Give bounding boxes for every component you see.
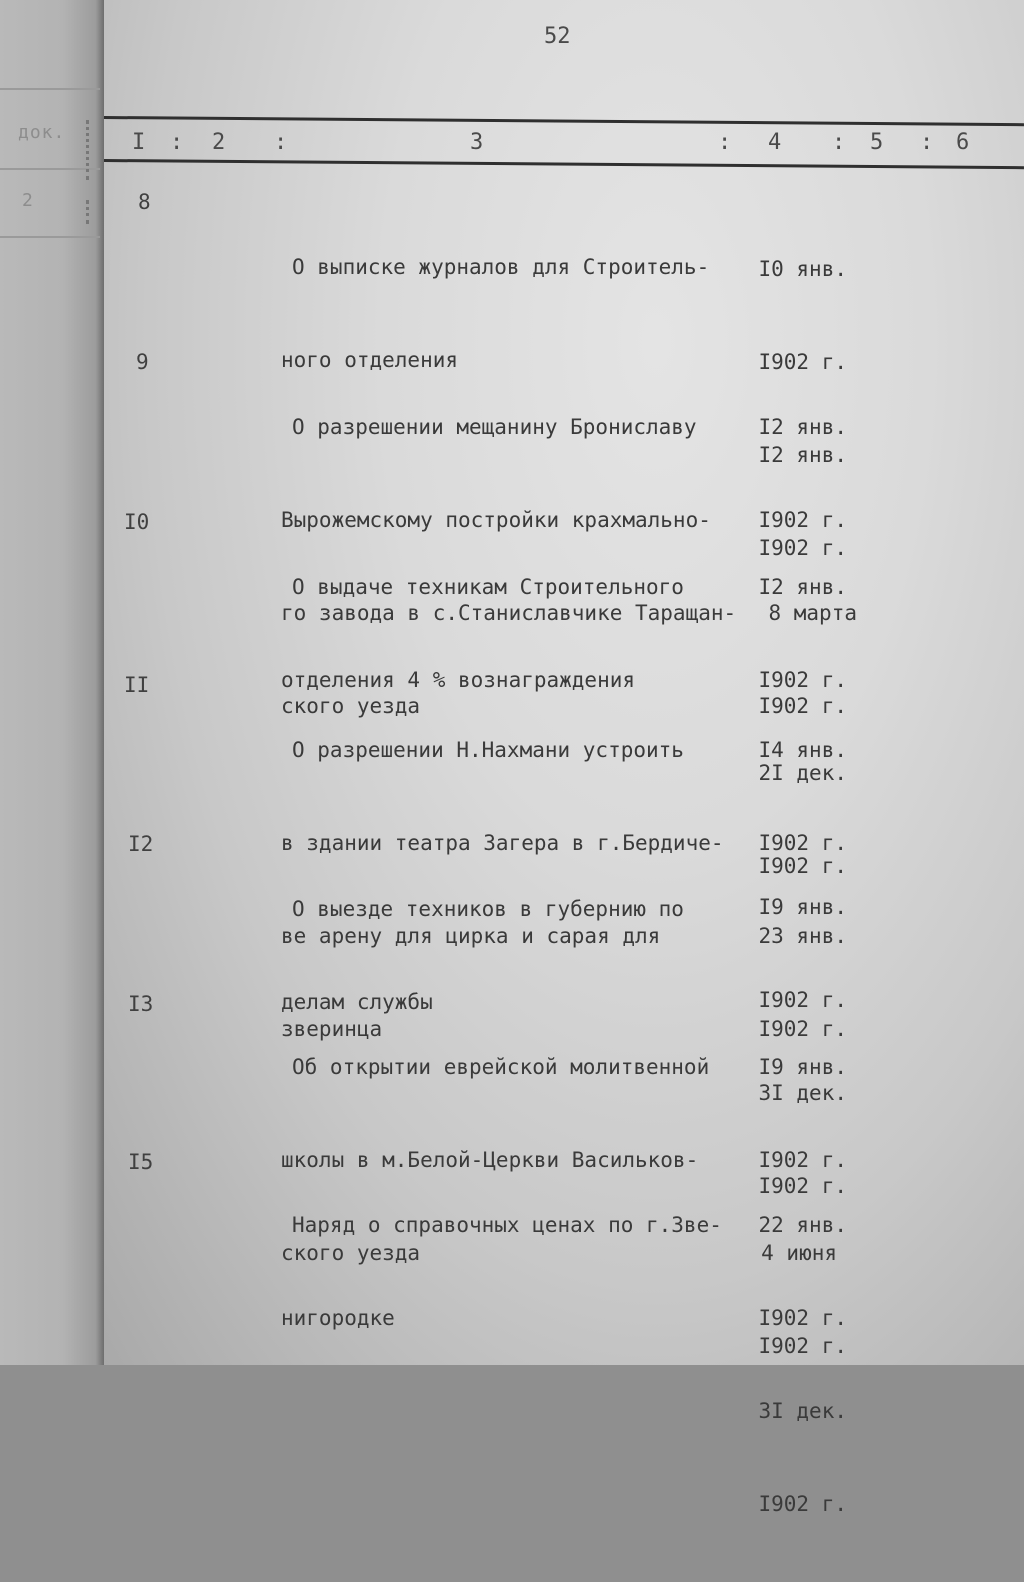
- adjacent-page-column-separator: [86, 120, 92, 180]
- date-start-year: I902 г.: [758, 668, 847, 692]
- page-number: 52: [544, 24, 571, 49]
- row-title-line: делам службы: [281, 990, 433, 1014]
- date-start-year: I902 г.: [758, 1148, 847, 1172]
- date-start-year: I902 г.: [758, 1306, 847, 1330]
- row-title-line: Об открытии еврейской молитвенной: [292, 1055, 710, 1079]
- header-bottom-rule: [104, 159, 1024, 169]
- column-separator: :: [274, 130, 288, 155]
- date-end: 23 янв.: [758, 924, 847, 948]
- row-title-line: зверинца: [281, 1017, 383, 1041]
- date-start-year: I902 г.: [758, 831, 847, 855]
- column-separator: :: [718, 130, 732, 155]
- row-number: I3: [128, 992, 154, 1016]
- adjacent-page-edge: [0, 0, 104, 1365]
- date-end: 8 марта: [768, 601, 857, 625]
- date-start: 22 янв.: [758, 1213, 847, 1237]
- column-header-6: 6: [956, 130, 970, 155]
- adjacent-page-column-separator: [86, 200, 92, 224]
- row-title-line: О выезде техников в губернию по: [292, 897, 684, 921]
- date-start: I2 янв.: [758, 415, 847, 439]
- date-end-year: I902 г.: [758, 536, 847, 560]
- date-start: I9 янв.: [758, 895, 847, 919]
- date-end-year: I902 г.: [758, 854, 847, 878]
- row-title-line: отделения 4 % вознаграждения: [281, 668, 636, 692]
- row-title-line: О выписке журналов для Строитель-: [292, 255, 710, 279]
- row-title-line: Вырожемскому постройки крахмально-: [281, 508, 711, 532]
- row-title-line: ского уезда: [281, 694, 421, 718]
- row-number: 8: [138, 190, 151, 214]
- row-number: 9: [136, 350, 149, 374]
- row-title-line: О разрешении Н.Нахмани устроить: [292, 738, 684, 762]
- row-title-line: ского уезда: [281, 1241, 421, 1265]
- row-title-line: школы в м.Белой-Церкви Васильков-: [281, 1148, 699, 1172]
- date-start: I9 янв.: [758, 1055, 847, 1079]
- date-start-year: I902 г.: [758, 988, 847, 1012]
- row-title-line: ного отделения: [281, 348, 459, 372]
- row-title-line: нигородке: [281, 1306, 395, 1330]
- adjacent-page-rule: [0, 236, 100, 238]
- date-end: I2 янв.: [758, 443, 847, 467]
- row-number: I0: [124, 510, 150, 534]
- date-end-year: I902 г.: [758, 1174, 847, 1198]
- column-header-1: I: [132, 130, 146, 155]
- adjacent-page-text-fragment: док.: [18, 122, 66, 143]
- date-end: 3I дек.: [758, 1081, 847, 1105]
- row-title-line: ве арену для цирка и сарая для: [281, 924, 661, 948]
- column-separator: :: [920, 130, 934, 155]
- row-title-line: О выдаче техникам Строительного: [292, 575, 684, 599]
- date-start: I0 янв.: [758, 257, 847, 281]
- column-header-4: 4: [768, 130, 782, 155]
- date-end-year: I902 г.: [758, 694, 847, 718]
- document-page: [104, 0, 1024, 1516]
- row-title: [281, 1148, 741, 1396]
- row-title-line: в здании театра Загера в г.Бердиче-: [281, 831, 724, 855]
- row-title-line: Наряд о справочных ценах по г.Зве-: [292, 1213, 722, 1237]
- date-end-year: I902 г.: [758, 1334, 847, 1358]
- row-number: I2: [128, 832, 154, 856]
- date-start: I2 янв.: [758, 575, 847, 599]
- column-header-5: 5: [870, 130, 884, 155]
- row-title-line: О разрешении мещанину Брониславу: [292, 415, 697, 439]
- date-end-year: I902 г.: [758, 1017, 847, 1041]
- column-header-2: 2: [212, 130, 226, 155]
- column-separator: :: [832, 130, 846, 155]
- row-number: II: [124, 673, 150, 697]
- row-number: I5: [128, 1150, 154, 1174]
- date-end: 4 июня: [761, 1241, 837, 1265]
- column-header-3: 3: [470, 130, 484, 155]
- row-dates: [737, 1148, 847, 1582]
- date-end: 2I дек.: [758, 761, 847, 785]
- column-separator: :: [170, 130, 184, 155]
- adjacent-page-rule: [0, 88, 100, 90]
- header-top-rule: [104, 116, 1024, 126]
- adjacent-page-rule: [0, 168, 100, 170]
- date-start: I4 янв.: [758, 738, 847, 762]
- date-start-year: I902 г.: [758, 508, 847, 532]
- date-end-year: I902 г.: [758, 1492, 847, 1516]
- date-end: 3I дек.: [758, 1399, 847, 1423]
- row-title-line: го завода в с.Станиславчике Таращан-: [281, 601, 737, 625]
- date-start-year: I902 г.: [758, 350, 847, 374]
- adjacent-page-text-fragment: 2: [22, 190, 34, 211]
